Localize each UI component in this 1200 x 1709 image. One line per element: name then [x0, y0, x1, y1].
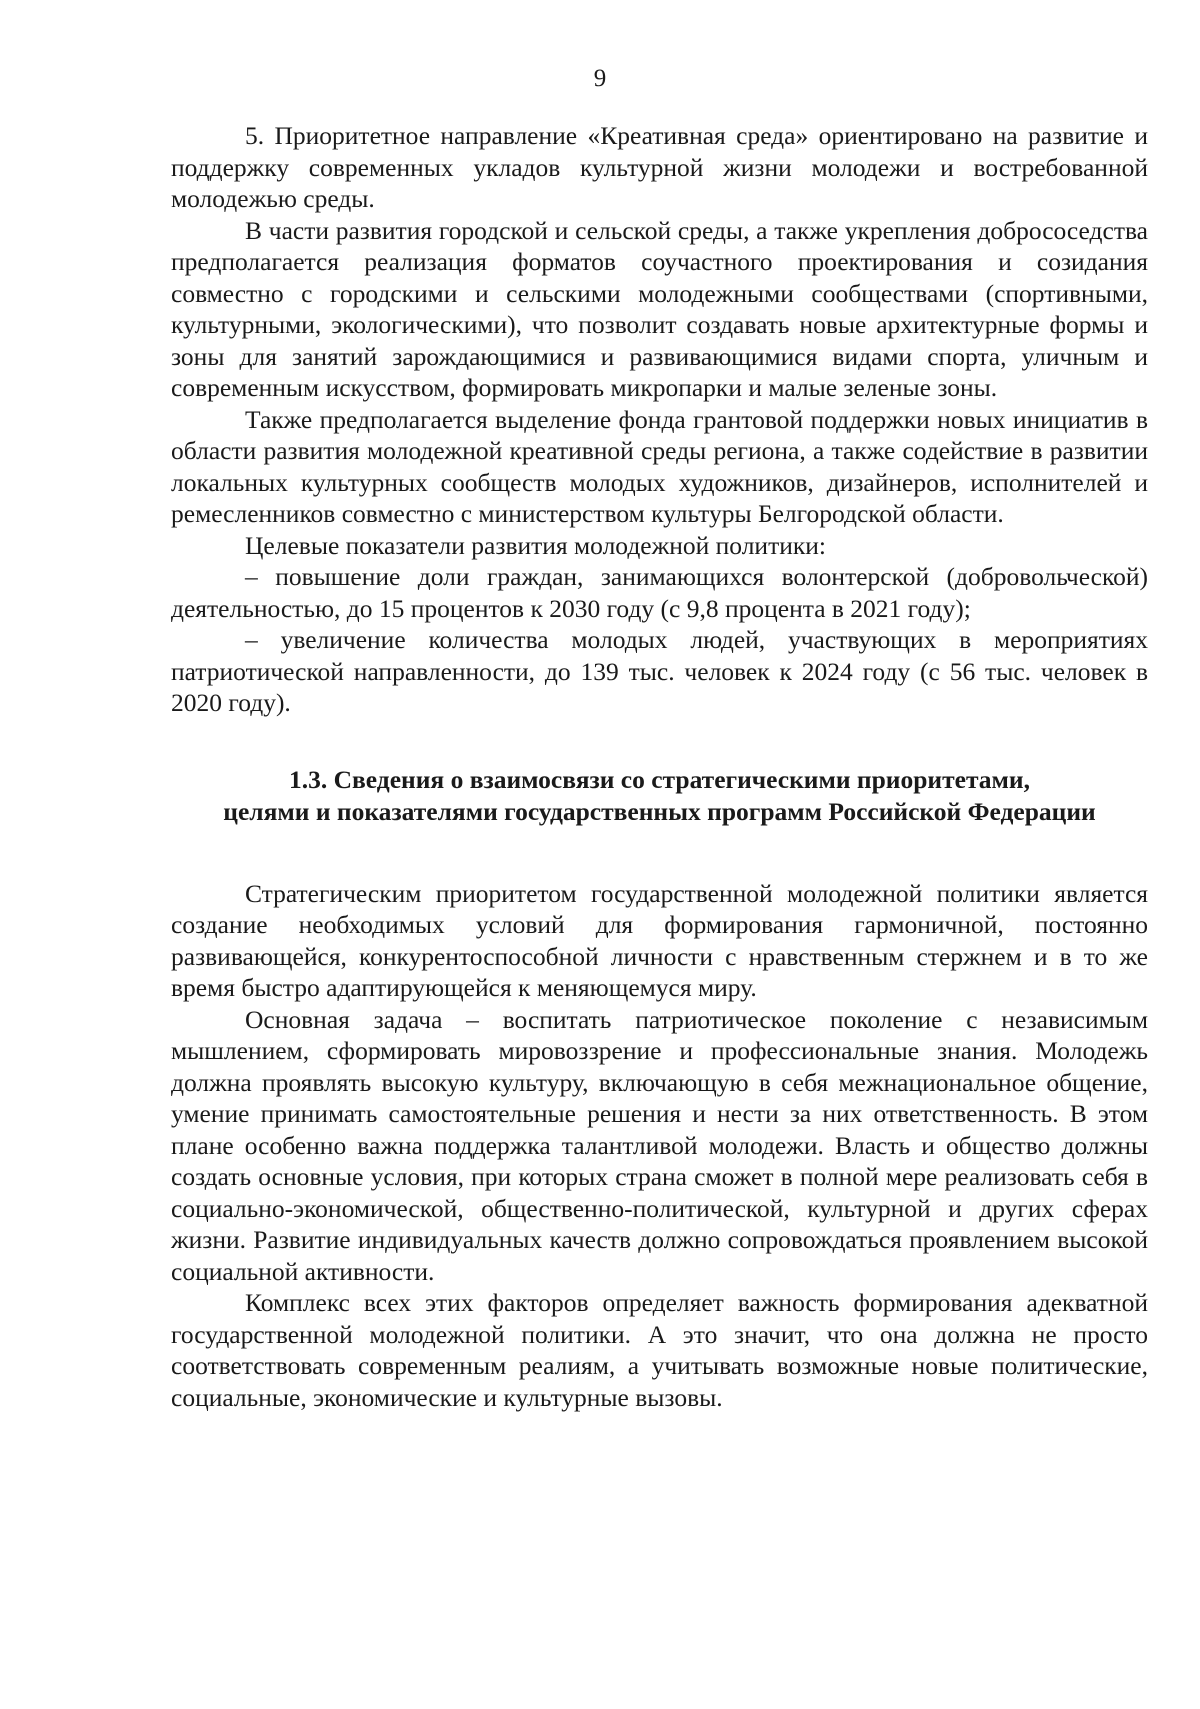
paragraph: Основная задача – воспитать патриотическое поколение с независимым мышлением, сформировать мировоззрение и профессиональные знания. Молодежь должна проявлять высокую культуру, включающую в себя межнациональное общение, умение принимать самостоятельные решения и нести за них ответственность. В этом плане особенно важна поддержка талантливой молодежи. Власть и общество должны создать основные условия, при которых страна сможет в полной мере реализовать себя в социально-экономической, общественно-политической, культурной и других сферах жизни. Развитие индивидуальных качеств должно сопровождаться проявлением высокой социальной активности. [171, 1004, 1148, 1286]
section-heading [171, 764, 1148, 828]
paragraph: Комплекс всех этих факторов определяет важность формирования адекватной государственной молодежной политики. А это значит, что она должна не просто соответствовать современным реалиям, а учитывать возможные новые политические, социальные, экономические и культурные вызовы. [171, 1288, 1148, 1412]
paragraph: 5. Приоритетное направление «Креативная среда» ориентировано на развитие и поддержку современных укладов культурной жизни молодежи и востребованной молодежью среды. [171, 121, 1148, 213]
paragraph: В части развития городской и сельской среды, а также укрепления добрососедства предполагается реализация форматов соучастного проектирования и созидания совместно с городскими и сельскими молодежными сообществами (спортивными, культурными, экологическими), что позволит создавать новые архитектурные формы и зоны для занятий зарождающимися и развивающимися видами спорта, уличным и современным искусством, формировать микропарки и малые зеленые зоны. [171, 215, 1148, 402]
page-number: 9 [593, 65, 607, 92]
paragraph: Целевые показатели развития молодежной политики: [245, 530, 826, 560]
document-body [171, 120, 1148, 1413]
paragraph: Стратегическим приоритетом государственной молодежной политики является создание необходимых условий для формирования гармоничной, постоянно развивающейся, конкурентоспособной личности с нравственным стержнем и в то же время быстро адаптирующейся к меняющемуся миру. [171, 878, 1148, 1002]
section-heading-line: целями и показателями государственных программ Российской Федерации [223, 796, 1096, 826]
list-item: – повышение доли граждан, занимающихся волонтерской (добровольческой) деятельностью, до 15 процентов к 2030 году (с 9,8 процента в 2021 году); [171, 562, 1148, 623]
section-heading-line: 1.3. Сведения о взаимосвязи со стратегическими приоритетами, [289, 764, 1030, 794]
paragraph: Также предполагается выделение фонда грантовой поддержки новых инициатив в области развития молодежной креативной среды региона, а также содействие в развитии локальных культурных сообществ молодых художников, дизайнеров, исполнителей и ремесленников совместно с министерством культуры Белгородской области. [171, 404, 1148, 528]
list-item: – увеличение количества молодых людей, участвующих в мероприятиях патриотической направленности, до 139 тыс. человек к 2024 году (с 56 тыс. человек в 2020 году). [171, 625, 1148, 717]
